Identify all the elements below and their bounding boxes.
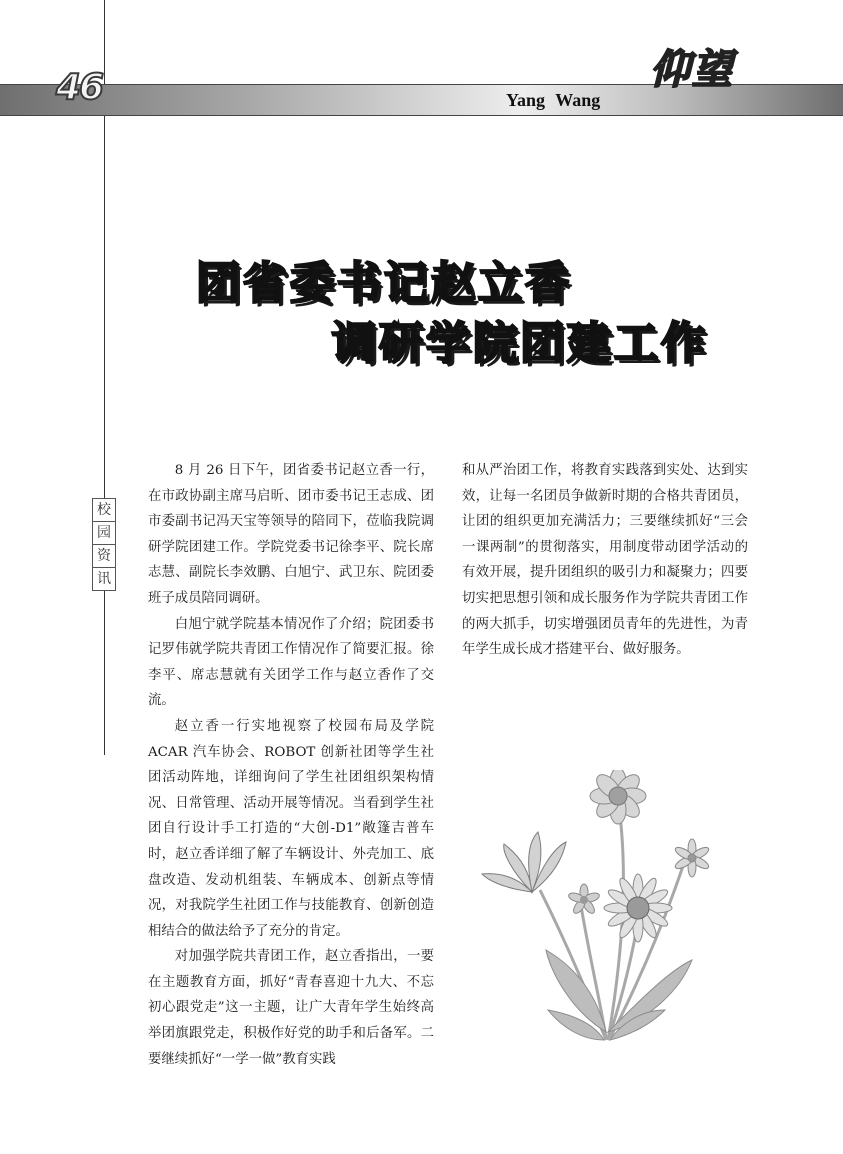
column-name: Yang Wang bbox=[506, 90, 601, 110]
body-paragraph: 赵立香一行实地视察了校园布局及学院 ACAR 汽车协会、ROBOT 创新社团等学生社团活动阵地，详细询问了学生社团组织架构情况、日常管理、活动开展等情况。当看到学生社团自行设计手工打造的“大创-D1”敞篷吉普车时，赵立香详细了解了车辆设计、外壳加工、底盘改造、发动机组装、车辆成本、创新点等情况，对我院学生社团工作与技能教育、创新创造相结合的做法给予了充分的肯定。 bbox=[148, 718, 434, 939]
section-tag-char: 讯 bbox=[97, 571, 111, 587]
section-tag bbox=[92, 498, 116, 591]
flowers-icon bbox=[480, 770, 730, 1060]
section-tag-char: 园 bbox=[93, 522, 115, 545]
body-column-left bbox=[148, 458, 434, 1072]
body-paragraph: 白旭宁就学院基本情况作了介绍；院团委书记罗伟就学院共青团工作情况作了简要汇报。徐李平、席志慧就有关团学工作与赵立香作了交流。 bbox=[148, 616, 434, 709]
body-paragraph: 和从严治团工作，将教育实践落到实处、达到实效，让每一名团员争做新时期的合格共青团员，让团的组织更加充满活力；三要继续抓好“三会一课两制”的贯彻落实，用制度带动团学活动的有效开展，提升团组织的吸引力和凝聚力；四要切实把思想引领和成长服务作为学院共青团工作的两大抓手，切实增强团员青年的先进性，为青年学生成长成才搭建平台、做好服务。 bbox=[462, 463, 748, 658]
section-tag-char: 资 bbox=[93, 545, 115, 568]
column-logo: 仰望 bbox=[650, 47, 734, 93]
body-column-right bbox=[462, 458, 748, 663]
page-number: 46 bbox=[56, 67, 103, 108]
section-tag-char: 校 bbox=[93, 499, 115, 522]
body-paragraph: 8 月 26 日下午，团省委书记赵立香一行，在市政协副主席马启昕、团市委书记王志成、团市委副书记冯天宝等领导的陪同下，莅临我院调研学院团建工作。学院党委书记徐李平、院长席志慧、副院长李效鹏、白旭宁、武卫东、院团委班子成员陪同调研。 bbox=[148, 463, 434, 606]
article-title-line2: 调研学院团建工作 bbox=[332, 318, 708, 369]
article-title-line1: 团省委书记赵立香 bbox=[196, 258, 572, 309]
body-paragraph: 对加强学院共青团工作，赵立香指出，一要在主题教育方面，抓好“青春喜迎十九大、不忘初心跟党走”这一主题，让广大青年学生始终高举团旗跟党走，积极作好党的助手和后备军。二要继续抓好“一学一做”教育实践 bbox=[148, 949, 434, 1067]
